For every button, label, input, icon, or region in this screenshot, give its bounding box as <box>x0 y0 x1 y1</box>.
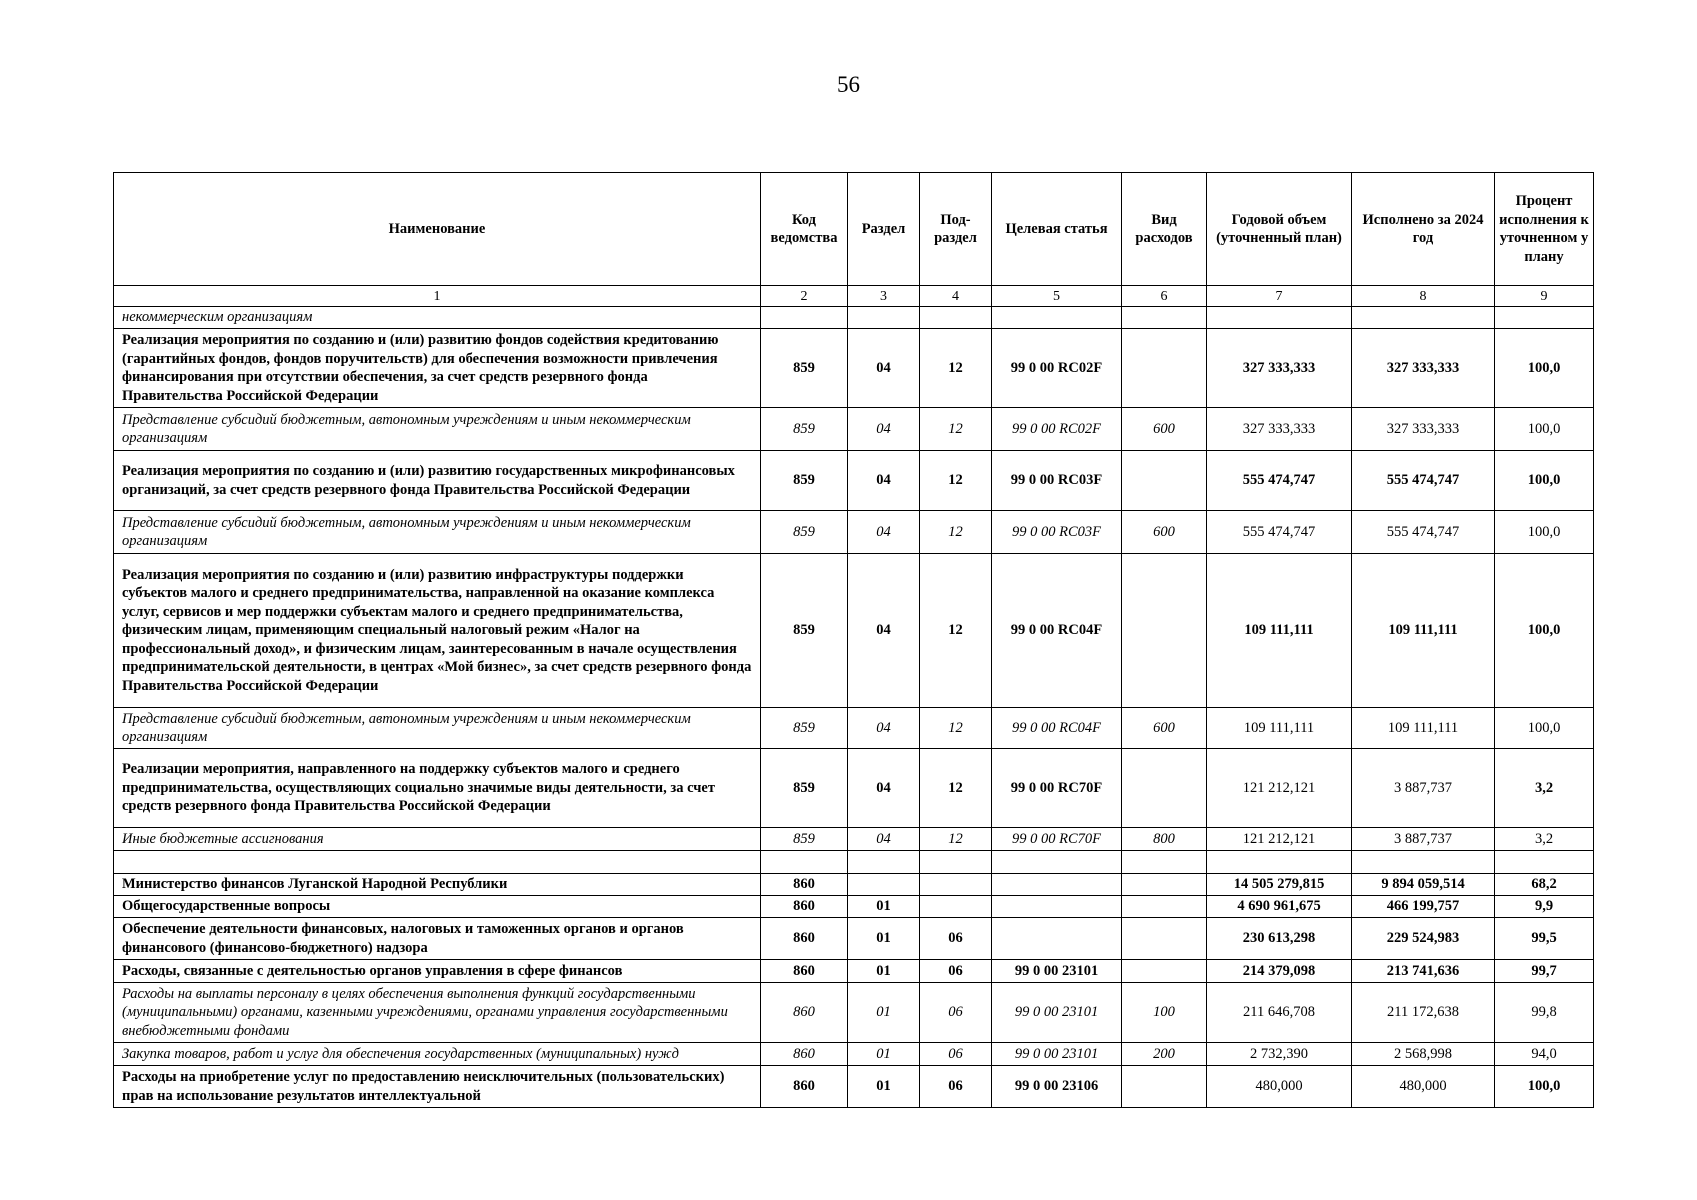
row-plan: 109 111,111 <box>1207 554 1352 708</box>
row-exptype <box>1122 851 1207 874</box>
row-percent: 94,0 <box>1495 1043 1594 1066</box>
column-number: 7 <box>1207 286 1352 307</box>
row-dept: 860 <box>761 1066 848 1108</box>
row-target: 99 0 00 RC02F <box>992 329 1122 408</box>
table-row <box>114 1066 1594 1108</box>
row-plan: 4 690 961,675 <box>1207 896 1352 918</box>
row-dept: 859 <box>761 511 848 554</box>
row-name: Представление субсидий бюджетным, автономным учреждениям и иным некоммерческим организациям <box>114 708 761 749</box>
header-percent: Процент исполнения к уточненном у плану <box>1495 173 1594 286</box>
row-percent: 9,9 <box>1495 896 1594 918</box>
row-name: Реализации мероприятия, направленного на поддержку субъектов малого и среднего предпринимательства, осуществляющих социально значимые виды деятельности, за счет средств резервного фонда Правительства Российской Федерации <box>114 749 761 828</box>
row-subsection: 12 <box>920 329 992 408</box>
row-subsection <box>920 896 992 918</box>
row-exptype <box>1122 329 1207 408</box>
row-subsection: 06 <box>920 918 992 960</box>
row-percent: 100,0 <box>1495 554 1594 708</box>
table-row <box>114 408 1594 451</box>
table-row <box>114 329 1594 408</box>
table-row <box>114 708 1594 749</box>
row-exptype <box>1122 918 1207 960</box>
row-target: 99 0 00 23101 <box>992 1043 1122 1066</box>
row-plan: 230 613,298 <box>1207 918 1352 960</box>
row-dept: 860 <box>761 960 848 983</box>
row-exptype <box>1122 896 1207 918</box>
header-dept: Код ведомства <box>761 173 848 286</box>
row-percent: 3,2 <box>1495 828 1594 851</box>
row-subsection <box>920 851 992 874</box>
row-plan <box>1207 307 1352 329</box>
row-percent: 100,0 <box>1495 451 1594 511</box>
row-plan: 121 212,121 <box>1207 749 1352 828</box>
row-target: 99 0 00 23101 <box>992 960 1122 983</box>
row-section <box>848 851 920 874</box>
table-row <box>114 874 1594 896</box>
row-name <box>114 851 761 874</box>
row-percent <box>1495 851 1594 874</box>
row-name: Закупка товаров, работ и услуг для обеспечения государственных (муниципальных) нужд <box>114 1043 761 1066</box>
row-section: 01 <box>848 896 920 918</box>
page-number: 56 <box>837 72 860 97</box>
row-subsection: 06 <box>920 960 992 983</box>
row-done <box>1352 307 1495 329</box>
row-done: 555 474,747 <box>1352 511 1495 554</box>
row-target: 99 0 00 RC03F <box>992 451 1122 511</box>
row-dept: 860 <box>761 874 848 896</box>
row-section: 04 <box>848 511 920 554</box>
column-number: 1 <box>114 286 761 307</box>
row-percent: 100,0 <box>1495 511 1594 554</box>
row-percent: 100,0 <box>1495 329 1594 408</box>
table-row <box>114 983 1594 1043</box>
row-dept: 859 <box>761 708 848 749</box>
row-dept: 859 <box>761 329 848 408</box>
header-row <box>114 173 1594 286</box>
row-name: Иные бюджетные ассигнования <box>114 828 761 851</box>
row-name: некоммерческим организациям <box>114 307 761 329</box>
row-target: 99 0 00 RC02F <box>992 408 1122 451</box>
row-target: 99 0 00 RC04F <box>992 554 1122 708</box>
row-dept: 860 <box>761 896 848 918</box>
row-dept: 859 <box>761 554 848 708</box>
header-done: Исполнено за 2024 год <box>1352 173 1495 286</box>
column-number: 8 <box>1352 286 1495 307</box>
row-name: Представление субсидий бюджетным, автономным учреждениям и иным некоммерческим организациям <box>114 511 761 554</box>
row-subsection: 06 <box>920 983 992 1043</box>
row-plan: 555 474,747 <box>1207 511 1352 554</box>
row-dept: 859 <box>761 451 848 511</box>
row-target: 99 0 00 RC04F <box>992 708 1122 749</box>
row-percent: 99,8 <box>1495 983 1594 1043</box>
table-row <box>114 918 1594 960</box>
row-section: 04 <box>848 329 920 408</box>
table-row <box>114 1043 1594 1066</box>
row-section: 04 <box>848 828 920 851</box>
row-exptype: 800 <box>1122 828 1207 851</box>
row-exptype: 600 <box>1122 408 1207 451</box>
row-exptype: 600 <box>1122 708 1207 749</box>
row-target: 99 0 00 RC70F <box>992 749 1122 828</box>
row-done: 109 111,111 <box>1352 708 1495 749</box>
row-done: 480,000 <box>1352 1066 1495 1108</box>
header-exptype: Вид расходов <box>1122 173 1207 286</box>
row-section: 04 <box>848 451 920 511</box>
row-section: 04 <box>848 408 920 451</box>
row-subsection: 06 <box>920 1043 992 1066</box>
row-section: 01 <box>848 1066 920 1108</box>
row-target: 99 0 00 RC70F <box>992 828 1122 851</box>
header-name: Наименование <box>114 173 761 286</box>
row-name: Расходы на выплаты персоналу в целях обеспечения выполнения функций государственными (муниципальными) органами, казенными учреждениями, органами управления государственными внебюджетными фондами <box>114 983 761 1043</box>
row-done: 213 741,636 <box>1352 960 1495 983</box>
row-plan: 555 474,747 <box>1207 451 1352 511</box>
table-row <box>114 828 1594 851</box>
row-target <box>992 896 1122 918</box>
row-name: Обеспечение деятельности финансовых, налоговых и таможенных органов и органов финансового (финансово-бюджетного) надзора <box>114 918 761 960</box>
column-number: 3 <box>848 286 920 307</box>
table-row <box>114 851 1594 874</box>
row-done: 466 199,757 <box>1352 896 1495 918</box>
row-percent: 99,5 <box>1495 918 1594 960</box>
row-plan: 2 732,390 <box>1207 1043 1352 1066</box>
row-exptype <box>1122 960 1207 983</box>
row-done: 9 894 059,514 <box>1352 874 1495 896</box>
row-exptype <box>1122 451 1207 511</box>
row-section <box>848 307 920 329</box>
budget-execution-table <box>113 172 1594 1108</box>
row-done: 3 887,737 <box>1352 749 1495 828</box>
row-dept <box>761 307 848 329</box>
column-number: 2 <box>761 286 848 307</box>
row-subsection: 12 <box>920 451 992 511</box>
row-name: Представление субсидий бюджетным, автономным учреждениям и иным некоммерческим организациям <box>114 408 761 451</box>
row-name: Расходы, связанные с деятельностью органов управления в сфере финансов <box>114 960 761 983</box>
row-section: 04 <box>848 708 920 749</box>
row-subsection: 12 <box>920 554 992 708</box>
header-subsection: Под-раздел <box>920 173 992 286</box>
row-percent: 99,7 <box>1495 960 1594 983</box>
table-row <box>114 749 1594 828</box>
row-exptype <box>1122 554 1207 708</box>
row-exptype <box>1122 307 1207 329</box>
row-plan: 480,000 <box>1207 1066 1352 1108</box>
row-dept: 859 <box>761 828 848 851</box>
table-row <box>114 511 1594 554</box>
table-row <box>114 896 1594 918</box>
row-section: 01 <box>848 1043 920 1066</box>
row-section <box>848 874 920 896</box>
row-exptype <box>1122 874 1207 896</box>
row-plan: 14 505 279,815 <box>1207 874 1352 896</box>
column-number-row <box>114 286 1594 307</box>
row-exptype: 200 <box>1122 1043 1207 1066</box>
row-exptype <box>1122 749 1207 828</box>
row-section: 01 <box>848 960 920 983</box>
row-target <box>992 874 1122 896</box>
row-dept: 860 <box>761 918 848 960</box>
row-exptype: 100 <box>1122 983 1207 1043</box>
row-exptype: 600 <box>1122 511 1207 554</box>
row-plan: 211 646,708 <box>1207 983 1352 1043</box>
row-target: 99 0 00 RC03F <box>992 511 1122 554</box>
row-target <box>992 851 1122 874</box>
table-row <box>114 554 1594 708</box>
row-done: 211 172,638 <box>1352 983 1495 1043</box>
column-number: 6 <box>1122 286 1207 307</box>
row-percent: 68,2 <box>1495 874 1594 896</box>
row-section: 04 <box>848 749 920 828</box>
row-subsection: 12 <box>920 408 992 451</box>
row-dept: 860 <box>761 1043 848 1066</box>
row-section: 01 <box>848 918 920 960</box>
row-dept: 859 <box>761 749 848 828</box>
table-row <box>114 960 1594 983</box>
row-name: Общегосударственные вопросы <box>114 896 761 918</box>
row-subsection <box>920 874 992 896</box>
row-target <box>992 307 1122 329</box>
row-plan: 327 333,333 <box>1207 408 1352 451</box>
row-percent: 3,2 <box>1495 749 1594 828</box>
row-name: Реализация мероприятия по созданию и (или) развитию фондов содействия кредитованию (гарантийных фондов, фондов поручительств) для обеспечения возможности привлечения финансирования при отсутствии обеспечения, за счет средств резервного фонда Правительства Российской Федерации <box>114 329 761 408</box>
row-done: 327 333,333 <box>1352 329 1495 408</box>
row-done <box>1352 851 1495 874</box>
row-exptype <box>1122 1066 1207 1108</box>
row-name: Расходы на приобретение услуг по предоставлению неисключительных (пользовательских) прав на использование результатов интеллектуальной <box>114 1066 761 1108</box>
row-target <box>992 918 1122 960</box>
row-plan: 121 212,121 <box>1207 828 1352 851</box>
row-done: 3 887,737 <box>1352 828 1495 851</box>
row-done: 555 474,747 <box>1352 451 1495 511</box>
row-target: 99 0 00 23101 <box>992 983 1122 1043</box>
row-done: 327 333,333 <box>1352 408 1495 451</box>
row-done: 229 524,983 <box>1352 918 1495 960</box>
header-plan: Годовой объем (уточненный план) <box>1207 173 1352 286</box>
row-percent <box>1495 307 1594 329</box>
row-done: 2 568,998 <box>1352 1043 1495 1066</box>
row-section: 04 <box>848 554 920 708</box>
table-row <box>114 451 1594 511</box>
row-subsection: 12 <box>920 749 992 828</box>
column-number: 5 <box>992 286 1122 307</box>
header-target: Целевая статья <box>992 173 1122 286</box>
row-subsection <box>920 307 992 329</box>
row-subsection: 12 <box>920 708 992 749</box>
row-dept <box>761 851 848 874</box>
row-section: 01 <box>848 983 920 1043</box>
column-number: 4 <box>920 286 992 307</box>
row-plan: 327 333,333 <box>1207 329 1352 408</box>
row-done: 109 111,111 <box>1352 554 1495 708</box>
row-target: 99 0 00 23106 <box>992 1066 1122 1108</box>
row-subsection: 12 <box>920 828 992 851</box>
row-plan: 109 111,111 <box>1207 708 1352 749</box>
row-dept: 860 <box>761 983 848 1043</box>
row-subsection: 06 <box>920 1066 992 1108</box>
row-plan <box>1207 851 1352 874</box>
table-row <box>114 307 1594 329</box>
row-percent: 100,0 <box>1495 408 1594 451</box>
row-subsection: 12 <box>920 511 992 554</box>
column-number: 9 <box>1495 286 1594 307</box>
row-name: Министерство финансов Луганской Народной Республики <box>114 874 761 896</box>
row-percent: 100,0 <box>1495 708 1594 749</box>
row-name: Реализация мероприятия по созданию и (или) развитию инфраструктуры поддержки субъектов малого и среднего предпринимательства, направленной на оказание комплекса услуг, сервисов и мер поддержки субъектам малого и среднего предпринимательства, физическим лицам, применяющим специальный налоговый режим «Налог на профессиональный доход», и физическим лицам, заинтересованным в начале осуществления предпринимательской деятельности, в центрах «Мой бизнес», за счет средств резервного фонда Правительства Российской Федерации <box>114 554 761 708</box>
row-dept: 859 <box>761 408 848 451</box>
row-plan: 214 379,098 <box>1207 960 1352 983</box>
row-name: Реализация мероприятия по созданию и (или) развитию государственных микрофинансовых организаций, за счет средств резервного фонда Правительства Российской Федерации <box>114 451 761 511</box>
row-percent: 100,0 <box>1495 1066 1594 1108</box>
header-section: Раздел <box>848 173 920 286</box>
